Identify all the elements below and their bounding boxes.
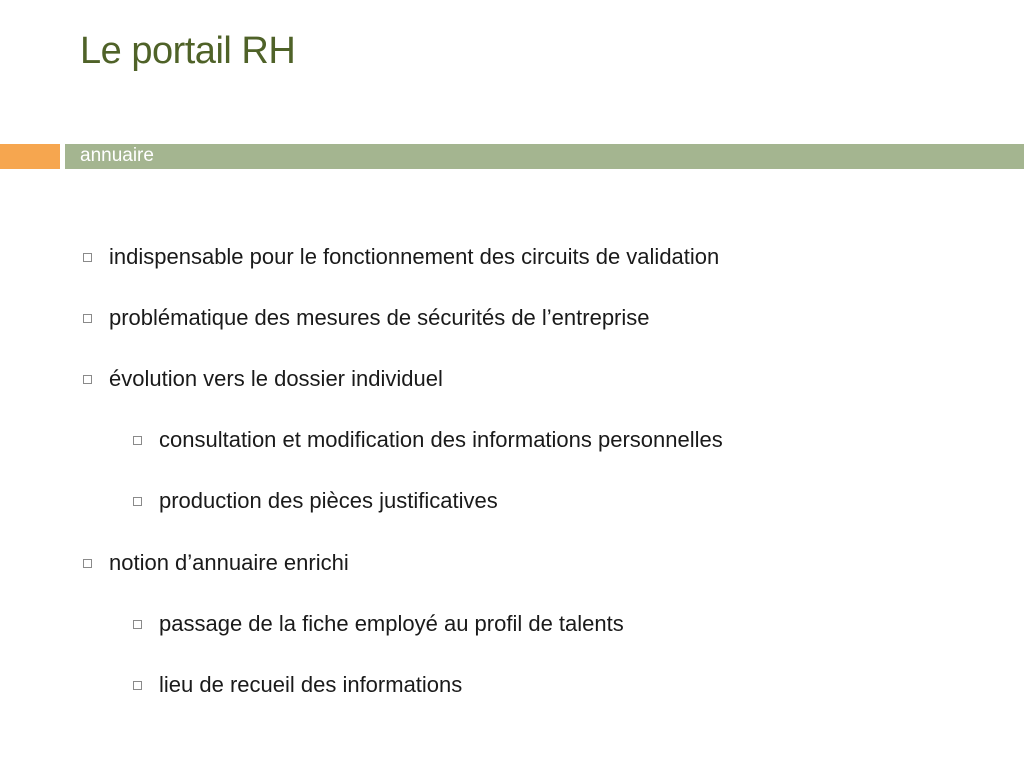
list-item-text: évolution vers le dossier individuel bbox=[109, 366, 443, 391]
list-item-text: lieu de recueil des informations bbox=[159, 672, 463, 697]
list-item bbox=[83, 303, 650, 333]
section-band bbox=[65, 144, 1024, 169]
section-band-accent bbox=[0, 144, 60, 169]
list-item bbox=[133, 425, 723, 455]
list-item bbox=[83, 364, 443, 394]
square-bullet-icon bbox=[133, 681, 142, 690]
list-item-text: consultation et modification des informations personnelles bbox=[159, 427, 723, 452]
square-bullet-icon bbox=[133, 497, 142, 506]
list-item bbox=[133, 609, 624, 639]
square-bullet-icon bbox=[83, 559, 92, 568]
list-item-text: problématique des mesures de sécurités de l’entreprise bbox=[109, 305, 650, 330]
list-item-text: passage de la fiche employé au profil de talents bbox=[159, 611, 624, 636]
list-item bbox=[83, 548, 349, 578]
square-bullet-icon bbox=[83, 314, 92, 323]
square-bullet-icon bbox=[133, 620, 142, 629]
square-bullet-icon bbox=[83, 375, 92, 384]
list-item bbox=[133, 670, 462, 700]
slide-title: Le portail RH bbox=[80, 30, 296, 72]
list-item-text: notion d’annuaire enrichi bbox=[109, 550, 349, 575]
list-item-text: production des pièces justificatives bbox=[159, 488, 498, 513]
section-label: annuaire bbox=[80, 145, 154, 166]
square-bullet-icon bbox=[133, 436, 142, 445]
list-item bbox=[133, 486, 498, 516]
list-item bbox=[83, 242, 719, 272]
list-item-text: indispensable pour le fonctionnement des circuits de validation bbox=[109, 244, 720, 269]
square-bullet-icon bbox=[83, 253, 92, 262]
